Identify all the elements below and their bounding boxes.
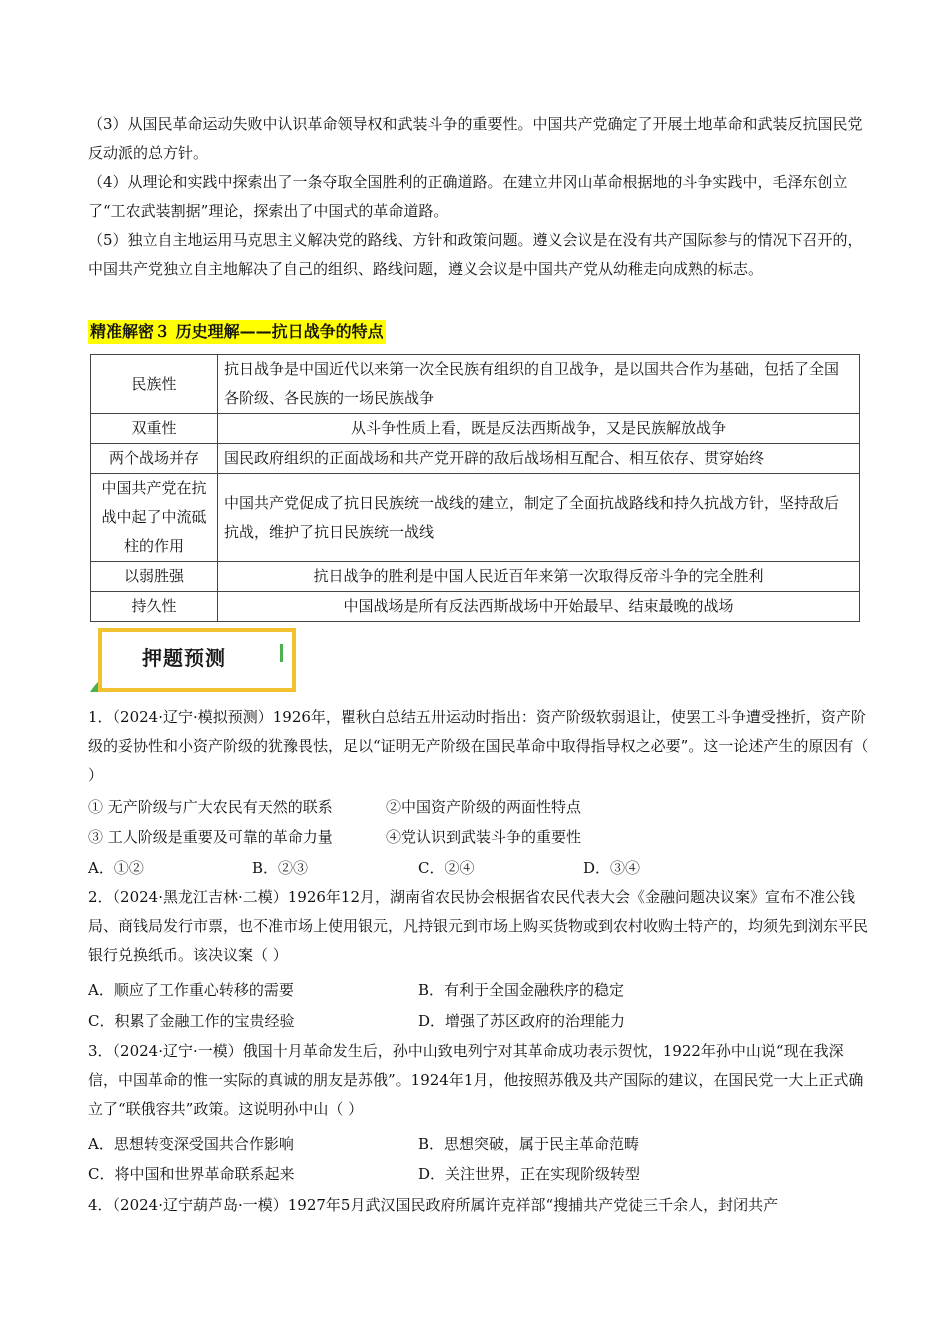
question-1-statement-1: ① 无产阶级与广大农民有天然的联系 (88, 798, 333, 816)
table-row (91, 444, 860, 474)
banner-title: 押题预测 (142, 646, 226, 670)
question-4-stem: 4．（2024·辽宁葫芦岛·一模）1927年5月武汉国民政府所属许克祥部“搜捕共产党徒三千余人，封闭共产 (88, 1196, 779, 1214)
question-3-option-c[interactable]: C．将中国和世界革命联系起来 (88, 1165, 295, 1183)
question-1-option-b[interactable]: B．②③ (252, 859, 309, 877)
question-2-option-a[interactable]: A．顺应了工作重心转移的需要 (88, 981, 294, 999)
question-3-option-b[interactable]: B．思想突破，属于民主革命范畴 (418, 1135, 640, 1153)
row-value: 抗日战争的胜利是中国人民近百年来第一次取得反帝斗争的完全胜利 (218, 562, 860, 592)
row-key: 以弱胜强 (91, 562, 218, 592)
question-1-option-a[interactable]: A．①② (88, 859, 144, 877)
table-row (91, 414, 860, 444)
banner-accent (280, 644, 283, 662)
question-1-statement-4: ④党认识到武装斗争的重要性 (386, 828, 582, 846)
question-2-option-c[interactable]: C．积累了金融工作的宝贵经验 (88, 1012, 295, 1030)
row-key: 民族性 (91, 355, 218, 414)
row-value: 从斗争性质上看，既是反法西斯战争，又是民族解放战争 (218, 414, 860, 444)
row-value: 中国共产党促成了抗日民族统一战线的建立，制定了全面抗战路线和持久抗战方针，坚持敌后抗战，维护了抗日民族统一战线 (218, 474, 860, 562)
question-1-stem: 1．（2024·辽宁·模拟预测）1926年，瞿秋白总结五卅运动时指出：资产阶级软弱退让，使罢工斗争遭受挫折，资产阶级的妥协性和小资产阶级的犹豫畏怯，足以“证明无产阶级在国民革命中取得指导权之必要”。这一论述产生的原因有（ ） (88, 708, 869, 784)
row-key: 持久性 (91, 592, 218, 622)
intro-paragraph-3: （3）从国民革命运动失败中认识革命领导权和武装斗争的重要性。中国共产党确定了开展土地革命和武装反抗国民党反动派的总方针。 (88, 115, 863, 162)
question-1-option-d[interactable]: D．③④ (583, 859, 641, 877)
row-key: 中国共产党在抗战中起了中流砥柱的作用 (91, 474, 218, 562)
section-heading: 精准解密３ 历史理解——抗日战争的特点 (88, 320, 386, 344)
table-row (91, 474, 860, 562)
row-value: 国民政府组织的正面战场和共产党开辟的敌后战场相互配合、相互依存、贯穿始终 (218, 444, 860, 474)
question-1-statement-2: ②中国资产阶级的两面性特点 (386, 798, 582, 816)
question-2-stem: 2．（2024·黑龙江吉林·二模）1926年12月，湖南省农民协会根据省农民代表大会《金融问题决议案》宣布不准公钱局、商钱局发行市票，也不准市场上使用银元，凡持银元到市场上购买货物或到农村收购土特产的，均须先到浏东平民银行兑换纸币。该决议案（ ） (88, 888, 869, 964)
question-2-option-d[interactable]: D．增强了苏区政府的治理能力 (418, 1012, 626, 1030)
prediction-banner (90, 626, 296, 692)
intro-paragraph-4: （4）从理论和实践中探索出了一条夺取全国胜利的正确道路。在建立井冈山革命根据地的斗争实践中，毛泽东创立了“工农武装割据”理论，探索出了中国式的革命道路。 (88, 173, 848, 220)
question-1-option-c[interactable]: C．②④ (418, 859, 475, 877)
row-key: 两个战场并存 (91, 444, 218, 474)
row-value: 抗日战争是中国近代以来第一次全民族有组织的自卫战争，是以国共合作为基础，包括了全国各阶级、各民族的一场民族战争 (218, 355, 860, 414)
features-table (90, 354, 860, 622)
question-3-stem: 3．（2024·辽宁·一模）俄国十月革命发生后，孙中山致电列宁对其革命成功表示贺忱，1922年孙中山说“现在我深信，中国革命的惟一实际的真诚的朋友是苏俄”。1924年1月，他按照苏俄及共产国际的建议，在国民党一大上正式确立了“联俄容共”政策。这说明孙中山（ ） (88, 1042, 864, 1118)
question-2-option-b[interactable]: B．有利于全国金融秩序的稳定 (418, 981, 625, 999)
question-3-option-d[interactable]: D．关注世界，正在实现阶级转型 (418, 1165, 641, 1183)
row-value: 中国战场是所有反法西斯战场中开始最早、结束最晚的战场 (218, 592, 860, 622)
row-key: 双重性 (91, 414, 218, 444)
question-1-statement-3: ③ 工人阶级是重要及可靠的革命力量 (88, 828, 333, 846)
intro-paragraph-5: （5）独立自主地运用马克思主义解决党的路线、方针和政策问题。遵义会议是在没有共产国际参与的情况下召开的，中国共产党独立自主地解决了自己的组织、路线问题，遵义会议是中国共产党从幼稚走向成熟的标志。 (88, 231, 863, 278)
question-3-option-a[interactable]: A．思想转变深受国共合作影响 (88, 1135, 294, 1153)
table-row (91, 355, 860, 414)
table-row (91, 592, 860, 622)
table-row (91, 562, 860, 592)
